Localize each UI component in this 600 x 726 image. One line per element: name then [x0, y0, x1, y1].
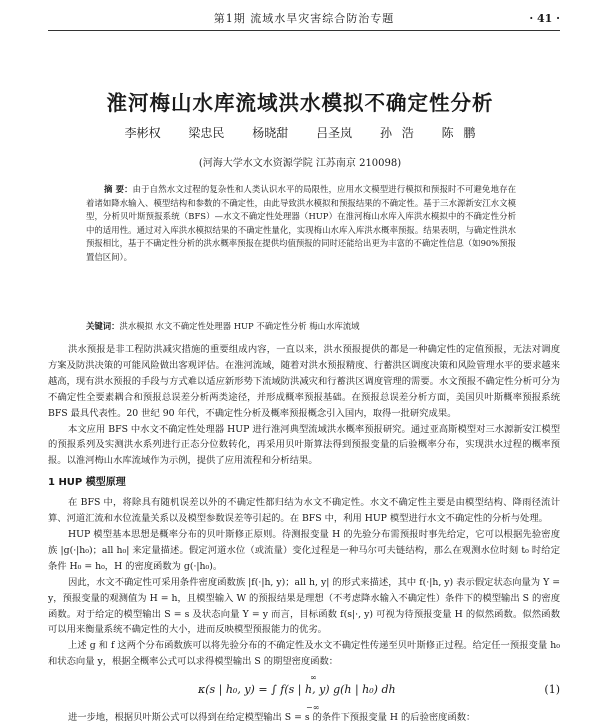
author: 吕圣岚 — [316, 126, 353, 140]
page-number: · 41 · — [529, 12, 560, 25]
author-list — [40, 124, 560, 141]
paragraph: 在 BFS 中，将除具有随机误差以外的不确定性都归结为水文不确定性。水文不确定性主要是由模型结构、降雨径流计算、河道汇流和水位流量关系以及模型参数误差等引起的。在 BFS 中，利用 HUP 模型进行水文不确定性的分析与处理。 — [48, 497, 560, 525]
paragraph: 上述 g 和 f 这两个分布函数族可以将先验分布的不确定性及水文不确定性传递至贝叶斯修正过程。给定任一预报变量 h₀ 和状态向量 y，根据全概率公式可以求得模型输出 S 的期望密度函数： — [48, 640, 560, 668]
keywords-label: 关键词： — [86, 321, 120, 331]
author: 陈 鹏 — [441, 126, 476, 140]
paragraph: HUP 模型基本思想是概率分布的贝叶斯修正原则。待测报变量 H 的先验分布需预报时事先给定，它可以根据先验密度族 |g(·|h₀)；all h₀| 来定量描述。假定河道水位（或流量）变化过程是一种马尔可夫链结构，那么在观测水位时刻 t₀ 时给定条件 H₀ = h₀，H 的密度函数为 g(·|h₀)。 — [48, 528, 560, 572]
integral-upper-limit: ∞ — [310, 673, 317, 683]
keywords-text: 洪水模拟 水文不确定性处理器 HUP 不确定性分析 梅山水库流域 — [119, 321, 360, 331]
equation-expression: κ(s | h₀, y) = ∫ f(s | h, y) g(h | h₀) dh — [198, 683, 396, 697]
abstract — [86, 183, 516, 265]
paragraph: 进一步地，根据贝叶斯公式可以得到在给定模型输出 S = s 的条件下预报变量 H 的后验密度函数： — [68, 712, 476, 724]
equation-number: (1) — [544, 683, 560, 697]
author: 李彬权 — [124, 126, 161, 140]
abstract-text: 由于自然水文过程的复杂性和人类认识水平的局限性，应用水文模型进行模拟和预报时不可避免地存在着诸如降水输入、模型结构和参数的不确定性，由此导致洪水模拟和预报结果的不确定性。基于三水源新安江水文模型，分析贝叶斯预报系统（BFS）—水文不确定性处理器（HUP）在淮河梅山水库入库洪水模拟中的不确定性分析中的适用性。通过对入库洪水模拟结果的不确定性量化，实现梅山水库入库洪水概率预报。结果表明，与确定性洪水预报相比，基于不确定性分析的洪水概率预报在提供均值预报的同时还能给出更为丰富的不确定性信息（如90%预报置信区间）。 — [86, 184, 517, 262]
affiliation: (河海大学水文水资源学院 江苏南京 210098) — [198, 158, 402, 169]
equation-1 — [48, 670, 560, 713]
abstract-label: 摘 要： — [104, 184, 133, 194]
integral-lower-limit: −∞ — [306, 703, 320, 713]
author: 孙 浩 — [379, 126, 414, 140]
section-heading: 1 HUP 模型原理 — [48, 477, 126, 489]
paragraph: 因此，水文不确定性可采用条件密度函数族 |f(·|h, y)；all h, y| 的形式来描述，其中 f(·|h, y) 表示假定状态向量为 Y = y，预报变量的观测值为 H = h，且模型输入 W 的预报结果是理想（不考虑降水输入不确定性）条件下的模型输出 S 的密度函数。对于给定的模型输出 S = s 及状态向量 Y = y 而言，目标函数 f(s|·, y) 可视为待预报变量 H 的似然函数。似然函数可以用来衡量系统不确定性的大小，进而反映模型预报能力的优劣。 — [48, 576, 560, 636]
running-header — [48, 8, 560, 31]
paper-title: 淮河梅山水库流域洪水模拟不确定性分析 — [106, 91, 494, 115]
paragraph: 洪水预报是非工程防洪减灾措施的重要组成内容，一直以来，洪水预报提供的都是一种确定性的定值预报，无法对调度方案及防洪决策的可能风险做出客观评估。在淮河流域，随着对洪水预报精度、行蓄洪区调度决策和风险管理水平的要求越来越高，现有洪水预报的手段与方式难以适应新形势下流域防洪减灾和行蓄洪区调度管理的需要。水文预报不确定性分析可分为不确定性全要素耦合和预报总误差分析两类途径，并形成概率预报基础。在预报总误差分析方面，美国贝叶斯概率预报系统 BFS 最具代表性。20 世纪 90 年代，不确定性分析及概率预报概念引入国内，取得一批研究成果。 — [48, 344, 560, 419]
keywords — [86, 320, 516, 332]
journal-issue: 第1期 流域水旱灾害综合防治专题 — [213, 12, 395, 25]
body-text — [48, 342, 560, 726]
author: 梁忠民 — [188, 126, 225, 140]
author: 杨晓甜 — [252, 126, 289, 140]
paragraph: 本文应用 BFS 中水文不确定性处理器 HUP 进行淮河典型流域洪水概率预报研究。通过亚高斯模型对三水源新安江模型的预报系列及实测洪水系列进行正态分位数转化，再采用贝叶斯算法得到预报变量的后验概率分布，实现洪水过程的概率预报。以淮河梅山水库流域作为示例，提供了应用流程和分析结果。 — [48, 423, 560, 467]
